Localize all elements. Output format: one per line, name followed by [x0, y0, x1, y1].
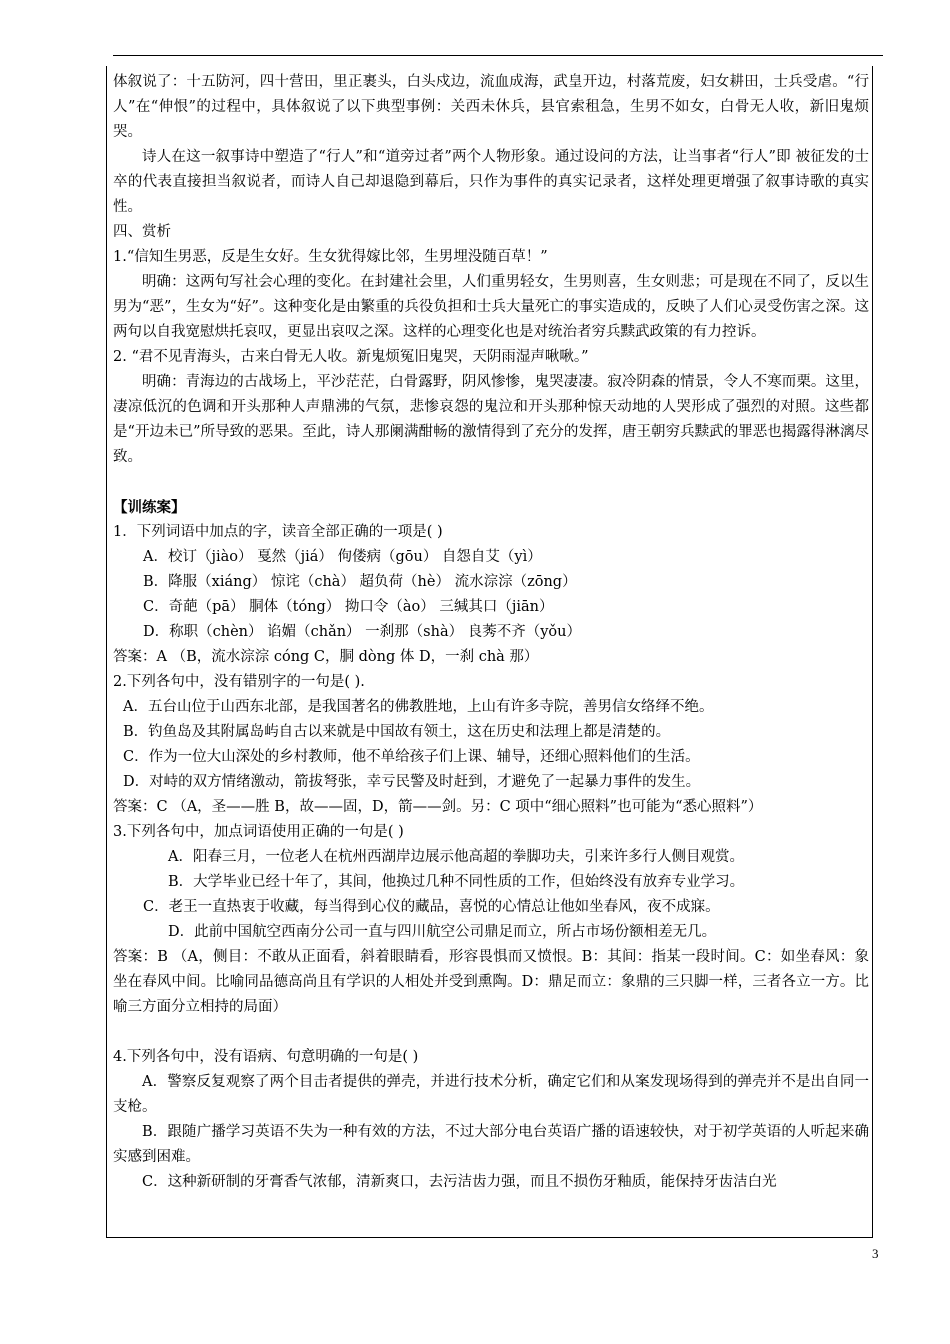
appreciation-question-1: 1.“信知生男恶，反是生女好。生女犹得嫁比邻，生男埋没随百草！”	[113, 249, 548, 265]
question-2-option-c: C．作为一位大山深处的乡村教师，他不单给孩子们上课、辅导，还细心照料他们的生活。	[123, 749, 700, 765]
question-1-option-d: D．称职（chèn） 谄媚（chǎn） 一刹那（shà） 良莠不齐（yǒu）	[143, 624, 581, 640]
question-4-option-c: C．这种新研制的牙膏香气浓郁，清新爽口，去污洁齿力强，而且不损伤牙釉质，能保持牙齿洁白光	[142, 1174, 777, 1190]
section-heading-appreciation: 四、赏析	[113, 224, 171, 240]
training-section-title: 【训练案】	[113, 499, 186, 516]
question-1-option-b: B．降服（xiáng） 惊诧（chà） 超负荷（hè） 流水淙淙（zōng）	[143, 574, 577, 590]
document-body	[113, 70, 869, 1195]
question-2-answer: 答案：C （A，圣——胜 B，故——固，D，箭——剑。另：C 项中“细心照料”也可能为“悉心照料”）	[113, 799, 763, 815]
question-3-option-a: A．阳春三月，一位老人在杭州西湖岸边展示他高超的拳脚功夫，引来许多行人侧目观赏。	[168, 849, 744, 865]
question-3-option-b: B．大学毕业已经十年了，其间，他换过几种不同性质的工作，但始终没有放弃专业学习。	[168, 874, 745, 890]
header-rule	[113, 55, 883, 56]
question-4-option-b: B．跟随广播学习英语不失为一种有效的方法，不过大部分电台英语广播的语速较快，对于初学英语的人听起来确实感到困难。	[113, 1124, 869, 1165]
question-2-option-a: A．五台山位于山西东北部，是我国著名的佛教胜地，上山有许多寺院，善男信女络绎不绝。	[123, 699, 714, 715]
spacer	[113, 1020, 869, 1045]
question-4-option-a: A．警察反复观察了两个目击者提供的弹壳，并进行技术分析，确定它们和从案发现场得到的弹壳并不是出自同一支枪。	[113, 1074, 869, 1115]
question-4-stem: 4.下列各句中，没有语病、句意明确的一句是( )	[113, 1049, 419, 1065]
question-3-stem: 3.下列各句中，加点词语使用正确的一句是( )	[113, 824, 404, 840]
appreciation-question-2: 2. “君不见青海头，古来白骨无人收。新鬼烦冤旧鬼哭，天阴雨湿声啾啾。”	[113, 349, 589, 365]
question-3-option-c: C．老王一直热衷于收藏，每当得到心仪的藏品，喜悦的心情总让他如坐春风，夜不成寐。	[143, 899, 720, 915]
page-number: 3	[872, 1246, 879, 1261]
intro-paragraph-1: 体叙说了：十五防河，四十营田，里正裹头，白头戍边，流血成海，武皇开边，村落荒废，妇女耕田，士兵受虐。“行人”在“伸恨”的过程中，具体叙说了以下典型事例：关西未休兵，县官索租急，生男不如女，白骨无人收，新旧鬼烦哭。	[113, 74, 869, 140]
question-1-stem: 1．下列词语中加点的字，读音全部正确的一项是( )	[113, 524, 443, 540]
question-3-answer: 答案：B （A，侧目：不敢从正面看，斜着眼睛看，形容畏惧而又愤恨。B：其间：指某一段时间。C：如坐春风：象坐在春风中间。比喻同品德高尚且有学识的人相处并受到熏陶。D：鼎足而立：象鼎的三只脚一样，三者各立一方。比喻三方面分立相持的局面）	[113, 949, 869, 1015]
question-2-option-b: B．钓鱼岛及其附属岛屿自古以来就是中国故有领土，这在历史和法理上都是清楚的。	[123, 724, 671, 740]
question-3-option-d: D．此前中国航空西南分公司一直与四川航空公司鼎足而立，所占市场份额相差无几。	[168, 924, 717, 940]
intro-paragraph-2: 诗人在这一叙事诗中塑造了“行人”和“道旁过者”两个人物形象。通过设问的方法，让当事者“行人”即 被征发的士卒的代表直接担当叙说者，而诗人自己却退隐到幕后，只作为事件的真实记录者，这样处理更增强了叙事诗歌的真实性。	[113, 149, 869, 215]
appreciation-answer-1: 明确：这两句写社会心理的变化。在封建社会里，人们重男轻女，生男则喜，生女则悲；可是现在不同了，反以生男为“恶”，生女为“好”。这种变化是由繁重的兵役负担和士兵大量死亡的事实造成的，反映了人们心灵受伤害之深。这两句以自我宽慰烘托哀叹，更显出哀叹之深。这样的心理变化也是对统治者穷兵黩武政策的有力控诉。	[113, 274, 869, 340]
question-1-option-c: C．奇葩（pā） 胴体（tóng） 拗口令（ào） 三缄其口（jiān）	[143, 599, 554, 615]
question-2-option-d: D．对峙的双方情绪激动，箭拔弩张，幸亏民警及时赶到，才避免了一起暴力事件的发生。	[123, 774, 701, 790]
appreciation-answer-2: 明确：青海边的古战场上，平沙茫茫，白骨露野，阴风惨惨，鬼哭凄凄。寂冷阴森的情景，令人不寒而栗。这里，凄凉低沉的色调和开头那种人声鼎沸的气氛，悲惨哀怨的鬼泣和开头那种惊天动地的人哭形成了强烈的对照。这些都是“开边未已”所导致的恶果。至此，诗人那阑满酣畅的激情得到了充分的发挥，唐王朝穷兵黩武的罪恶也揭露得淋漓尽致。	[113, 374, 869, 465]
question-2-stem: 2.下列各句中，没有错别字的一句是( ).	[113, 674, 365, 690]
question-1-answer: 答案：A （B，流水淙淙 cóng C，胴 dòng 体 D，一刹 chà 那）	[113, 649, 539, 665]
question-1-option-a: A．校订（jiào） 戛然（jiá） 佝偻病（gōu） 自怨自艾（yì）	[143, 549, 542, 565]
